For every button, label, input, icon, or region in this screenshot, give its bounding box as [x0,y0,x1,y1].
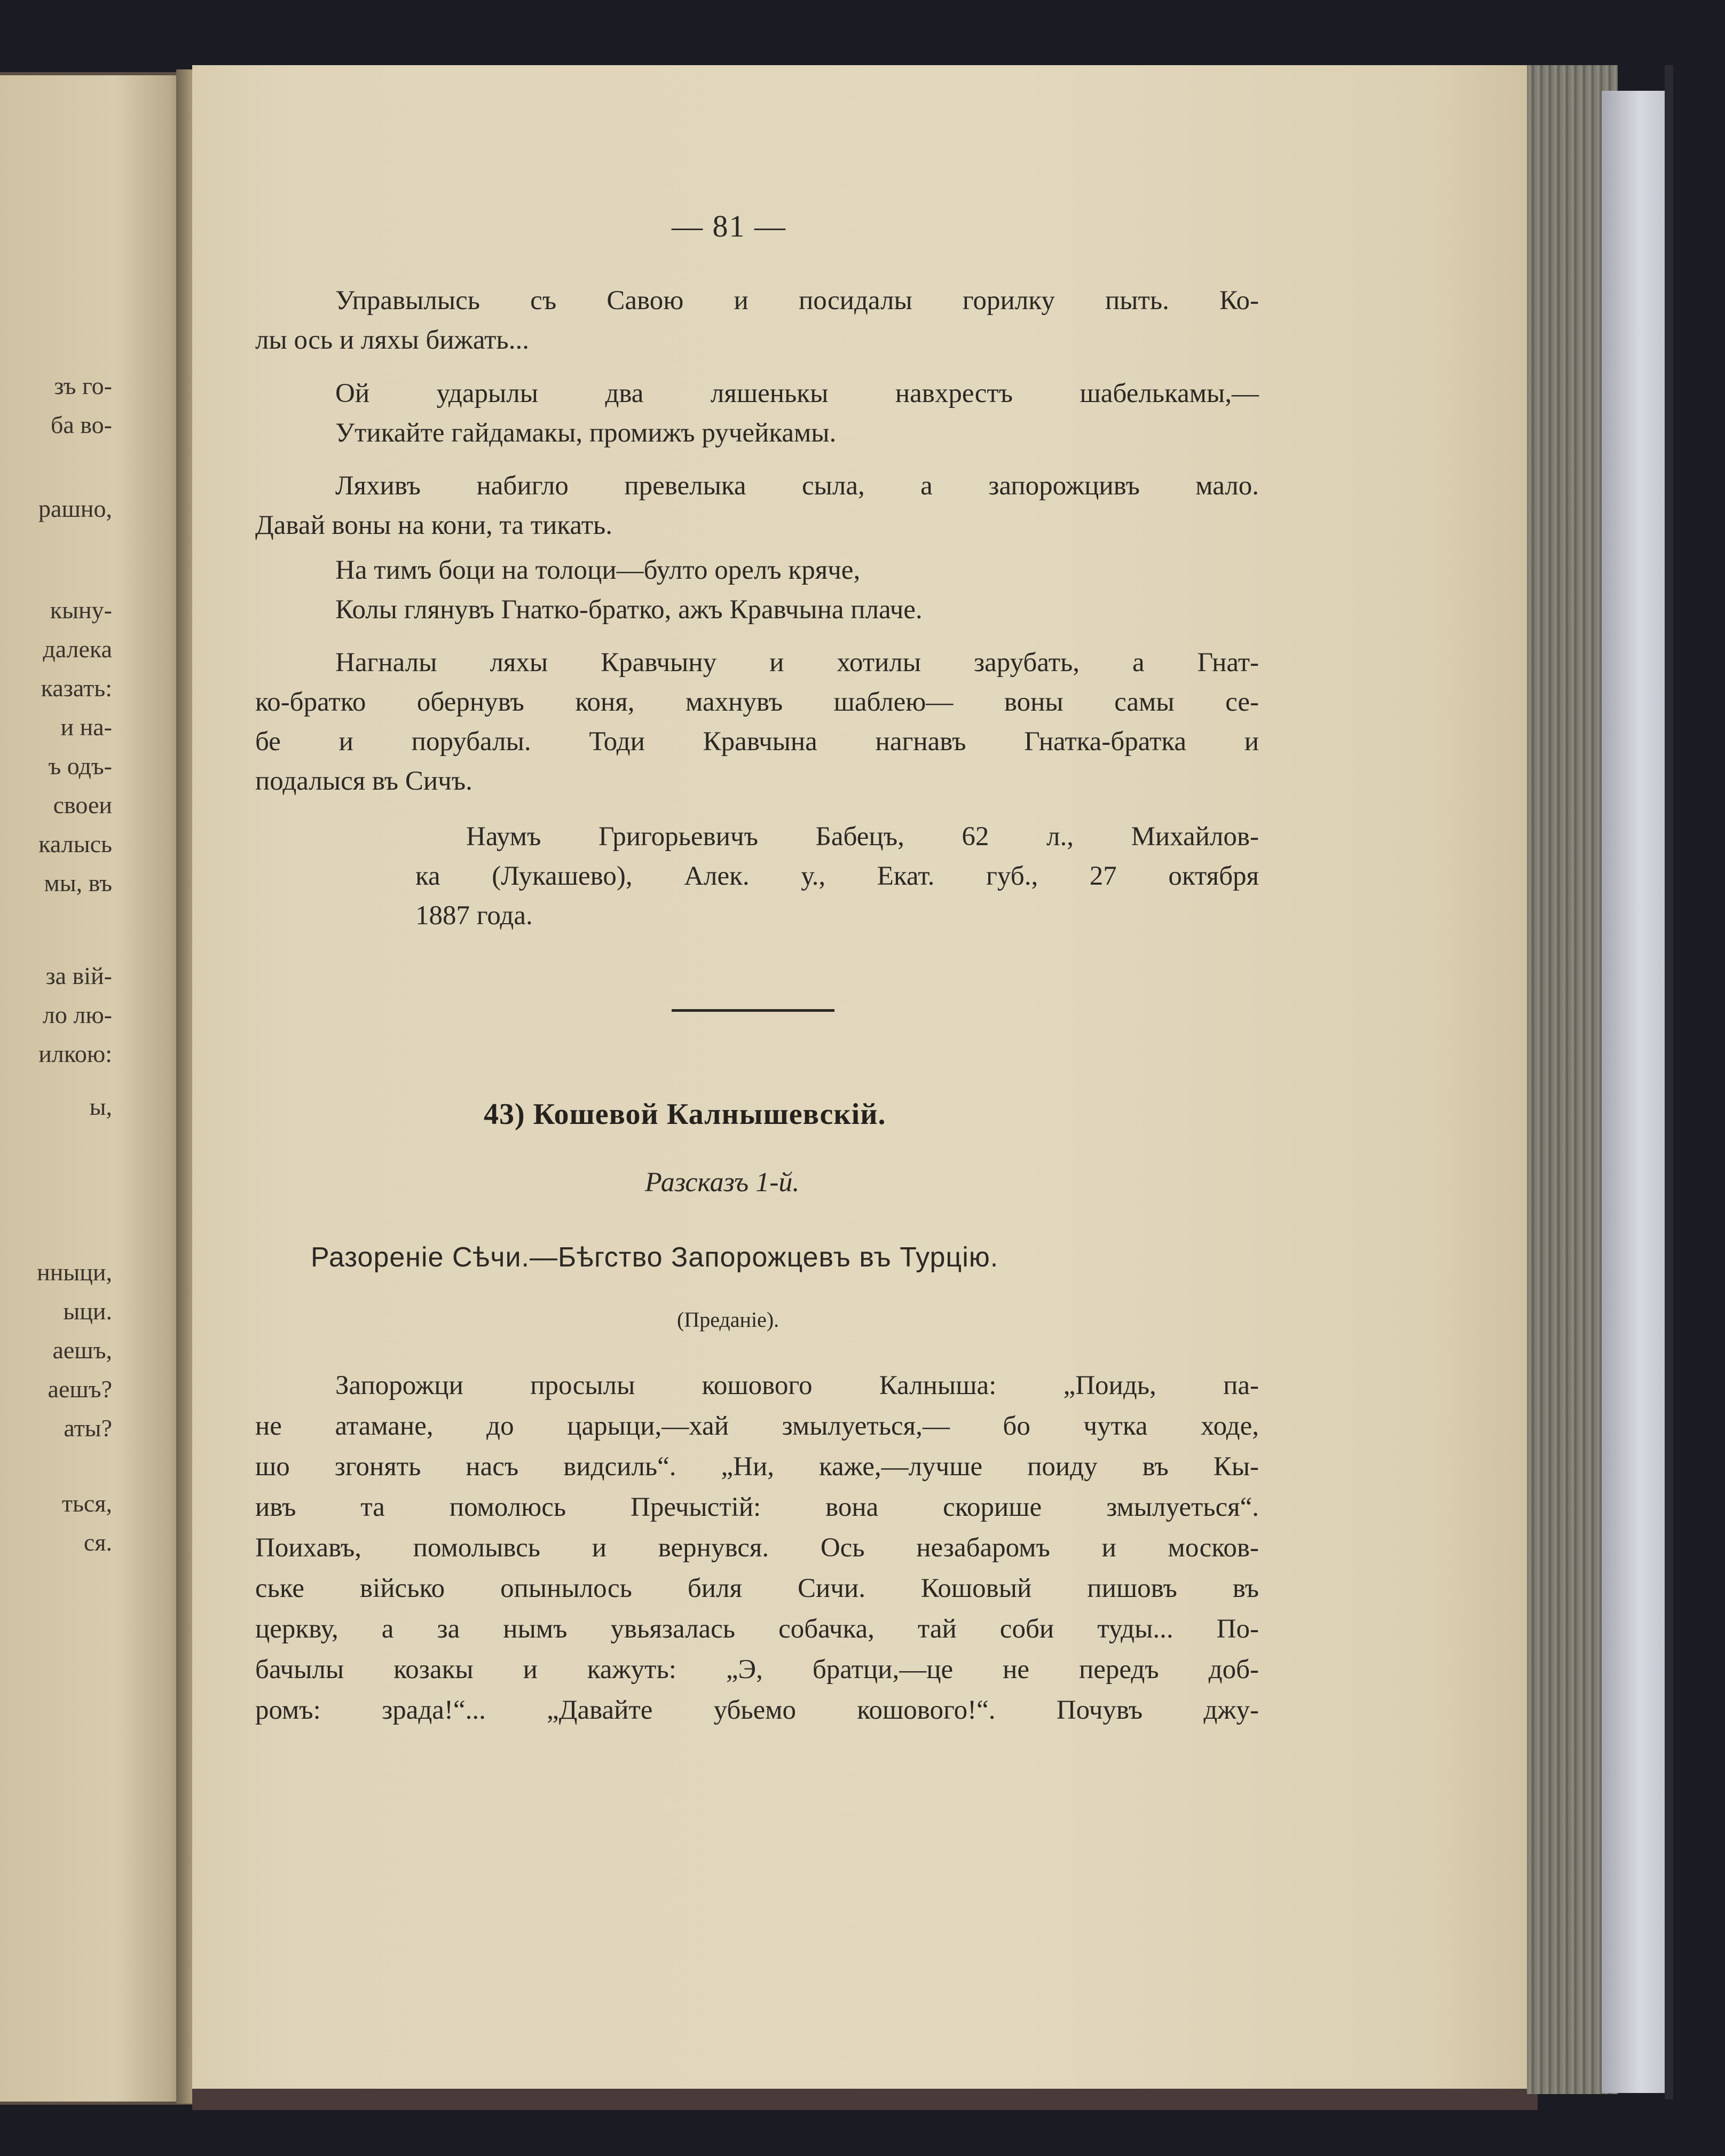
left-page-line: кыну- [50,596,112,624]
story-genre: (Преданіе). [677,1308,779,1332]
source-line: ка (Лукашево), Алек. у., Екат. губ., 27 октября [415,861,1259,891]
text-line: не атамане, до царыци,—хай змылуеться,— бо чутка ходе, [255,1411,1259,1441]
verse-line: На тимъ боци на толоци—булто орелъ кряче, [335,555,861,585]
left-page-line: своеи [53,791,112,819]
text-line: лы ось и ляхы бижать... [255,325,529,355]
left-page-line: ы, [89,1093,112,1120]
story-subheading: Разсказъ 1-й. [645,1167,800,1198]
text-line: шо згонять насъ видсиль“. „Ни, каже,—лучше поиду въ Кы- [255,1452,1259,1482]
source-line: 1887 года. [415,901,533,931]
verse-line: Утикайте гайдамакы, промижъ ручейкамы. [335,418,837,448]
left-page-line: аешъ, [52,1336,112,1364]
left-page-line: ться, [61,1490,112,1517]
text-line: бачылы козакы и кажуть: „Э, братци,—це не передъ доб- [255,1655,1259,1685]
text-line: Ляхивъ набигло превелыка сыла, а запорожцивъ мало. [335,471,1259,501]
text-line: ське військо опынылось биля Сичи. Кошовый пишовъ въ [255,1573,1259,1603]
previous-page [0,72,192,2105]
left-page-line: аты? [64,1414,112,1442]
book-page [192,65,1538,2110]
left-page-line: зъ го- [54,372,112,399]
left-page-line: аешъ? [48,1375,112,1403]
text-line: Управылысь съ Савою и посидалы горилку пыть. Ко- [335,286,1259,316]
text-line: Поихавъ, помолывсь и вернувся. Ось незабаромъ и москов- [255,1533,1259,1563]
section-heading: 43) Кошевой Калнышевскій. [484,1098,886,1131]
left-page-line: ся. [83,1529,112,1556]
verse-line: Колы глянувъ Гнатко-братко, ажъ Кравчына плаче. [335,595,923,625]
page-number: — 81 — [672,209,786,243]
left-page-line: ыци. [63,1297,112,1325]
text-line: ивъ та помолюсь Пречыстій: вона скорише змылуеться“. [255,1492,1259,1522]
verse-line: Ой ударылы два ляшенькы навхрестъ шабелькамы,— [335,379,1259,408]
text-line: бе и порубалы. Тоди Кравчына нагнавъ Гнатка-братка и [255,727,1259,757]
text-line: Нагналы ляхы Кравчыну и хотилы зарубать, а Гнат- [335,648,1259,678]
left-page-line: ъ одъ- [48,752,112,780]
scan-frame [1665,65,1673,2099]
text-line: ромъ: зрада!“... „Давайте убьемо кошового!“. Почувъ джу- [255,1695,1259,1725]
left-page-line: казать: [41,674,112,702]
text-line: ко-братко обернувъ коня, махнувъ шаблею— воны самы се- [255,687,1259,717]
left-page-line: ло лю- [42,1001,112,1028]
story-title: Разореніе Сѣчи.—Бѣгство Запорожцевъ въ Турцію. [311,1242,999,1273]
left-page-line: и на- [60,713,112,741]
text-line: подалыся въ Сичъ. [255,766,472,796]
left-page-line: илкою: [38,1040,112,1067]
left-page-line: рашно, [38,495,112,522]
text-line: Давай воны на кони, та тикать. [255,510,613,540]
left-page-line: за вій- [45,962,112,989]
section-divider [672,1009,834,1012]
left-page-line: нныци, [37,1258,112,1286]
left-page-line: ба во- [50,411,112,438]
text-line: Запорожци просылы кошового Калныша: „Поидь, па- [335,1371,1259,1400]
left-page-line: далека [43,635,112,663]
source-line: Наумъ Григорьевичъ Бабецъ, 62 л., Михайлов- [466,822,1259,852]
left-page-line: калысь [38,830,112,857]
text-line: церкву, а за нымъ увьязалась собачка, тай соби туды... По- [255,1614,1259,1644]
left-page-line: мы, въ [44,869,112,896]
scan-backdrop [1602,91,1666,2093]
